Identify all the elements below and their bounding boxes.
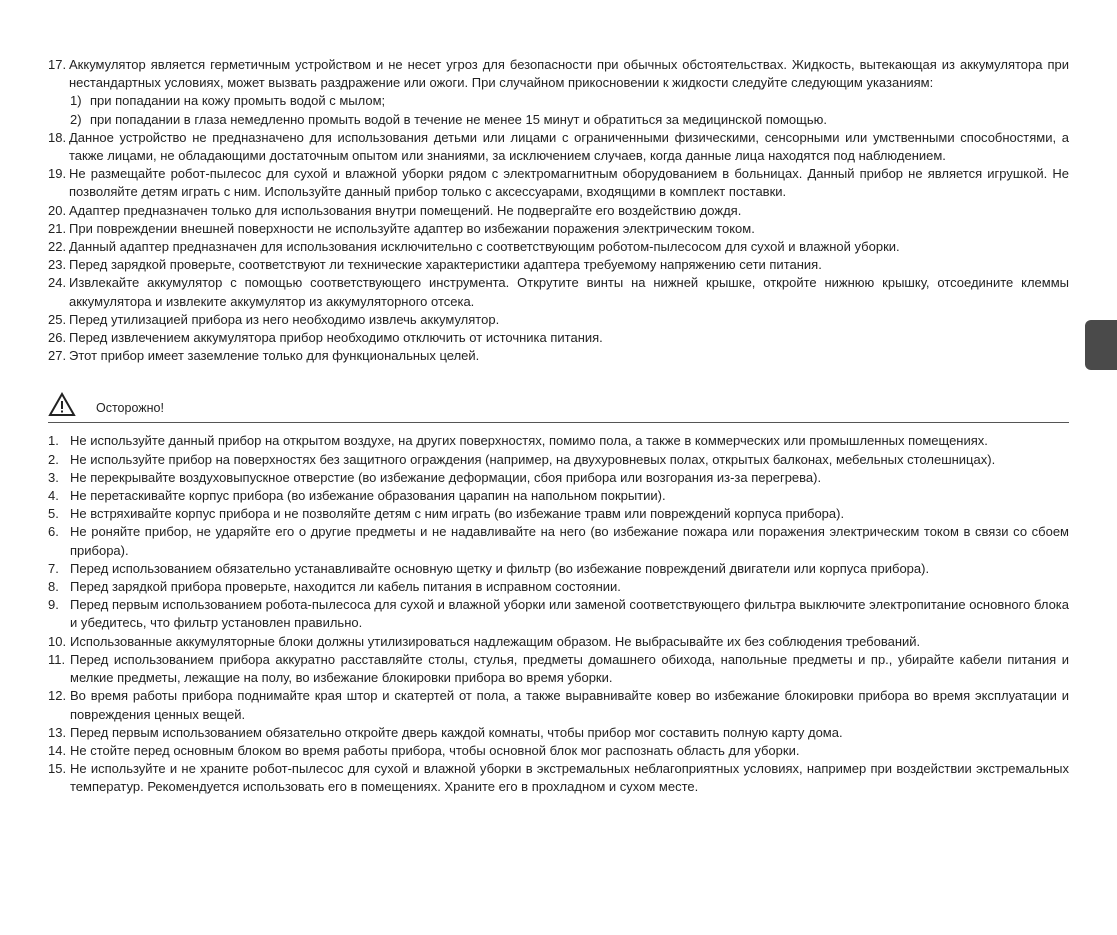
- item-text: Адаптер предназначен только для использования внутри помещений. Не подвергайте его воздействию дождя.: [69, 202, 742, 218]
- item-text: Данный адаптер предназначен для использования исключительно с соответствующим роботом-пылесосом для сухой и влажной уборки.: [69, 239, 900, 255]
- item-number: 12.: [48, 688, 67, 704]
- list-item: [48, 469, 1069, 487]
- list-item: [48, 238, 1069, 256]
- item-number: 7.: [48, 560, 59, 576]
- item-number: 8.: [48, 579, 59, 595]
- item-number: 13.: [48, 724, 67, 740]
- warning-triangle-icon: [48, 392, 76, 417]
- list-item: [48, 724, 1069, 742]
- item-text: Перед первым использованием робота-пылесоса для сухой и влажной уборки или заменой соответствующего фильтра выключите электропитание основного блока и убедитесь, что фильтр установлен правильно.: [70, 597, 1069, 631]
- item-number: 4.: [48, 488, 59, 504]
- item-text: Перед извлечением аккумулятора прибор необходимо отключить от источника питания.: [69, 330, 603, 346]
- item-text: Не встряхивайте корпус прибора и не позволяйте детям с ним играть (во избежание травм или повреждений корпуса прибора).: [70, 506, 845, 522]
- list-item: [48, 523, 1069, 559]
- list-item: [48, 220, 1069, 238]
- sub-item-text: при попадании в глаза немедленно промыть водой в течение не менее 15 минут и обратиться за медицинской помощью.: [90, 111, 827, 127]
- item-number: 2.: [48, 451, 59, 467]
- list-item: [48, 347, 1069, 365]
- item-number: 9.: [48, 597, 59, 613]
- item-text: При повреждении внешней поверхности не используйте адаптер во избежании поражения электрическим током.: [69, 220, 755, 236]
- item-number: 24.: [48, 275, 67, 291]
- item-text: Перед первым использованием обязательно откройте дверь каждой комнаты, чтобы прибор мог составить полную карту дома.: [70, 724, 843, 740]
- item-number: 3.: [48, 469, 59, 485]
- item-number: 14.: [48, 742, 67, 758]
- list-item: [48, 256, 1069, 274]
- list-item: [48, 578, 1069, 596]
- list-item: [48, 202, 1069, 220]
- list-item: [48, 505, 1069, 523]
- list-item: [48, 432, 1069, 450]
- item-text: Аккумулятор является герметичным устройством и не несет угроз для безопасности при обычных обстоятельствах. Жидкость, вытекающая из аккумулятора при нестандартных условиях, может вызвать раздражение или ожоги. При случайном прикосновении к жидкости следуйте следующим указаниям:: [69, 57, 1069, 91]
- list-item: [48, 165, 1069, 201]
- item-text: Перед зарядкой прибора проверьте, находится ли кабель питания в исправном состоянии.: [70, 579, 621, 595]
- item-number: 19.: [48, 166, 67, 182]
- item-number: 15.: [48, 761, 67, 777]
- caution-list: [48, 432, 1069, 796]
- safety-list: [48, 56, 1069, 365]
- list-item: [48, 56, 1069, 92]
- item-text: Использованные аккумуляторные блоки должны утилизироваться надлежащим образом. Не выбрасывайте их без соблюдения требований.: [70, 633, 921, 649]
- caution-title: Осторожно!: [96, 401, 164, 416]
- item-text: Этот прибор имеет заземление только для функциональных целей.: [69, 348, 480, 364]
- item-text: Перед зарядкой проверьте, соответствуют ли технические характеристики адаптера требуемому напряжению сети питания.: [69, 257, 822, 273]
- list-item: [48, 329, 1069, 347]
- sub-item-number: 2): [70, 111, 82, 127]
- item-text: Не перекрывайте воздуховыпускное отверстие (во избежание деформации, сбоя прибора или возгорания из-за перегрева).: [70, 469, 822, 485]
- item-number: 6.: [48, 524, 59, 540]
- item-text: Не используйте прибор на поверхностях без защитного ограждения (например, на двухуровневых полах, открытых балконах, мебельных столешницах).: [70, 451, 996, 467]
- item-number: 5.: [48, 506, 59, 522]
- item-number: 17.: [48, 57, 67, 72]
- sub-item-text: при попадании на кожу промыть водой с мылом;: [90, 93, 386, 109]
- item-text: Не перетаскивайте корпус прибора (во избежание образования царапин на напольном покрытии).: [70, 488, 666, 504]
- item-number: 18.: [48, 129, 67, 145]
- item-number: 22.: [48, 239, 67, 255]
- sub-item-number: 1): [70, 93, 82, 109]
- list-item: [48, 687, 1069, 723]
- item-number: 20.: [48, 202, 67, 218]
- list-item: [48, 633, 1069, 651]
- list-item: [48, 560, 1069, 578]
- manual-page: [48, 56, 1069, 797]
- item-text: Не используйте данный прибор на открытом воздухе, на других поверхностях, помимо пола, а также в коммерческих или промышленных помещениях.: [70, 433, 988, 449]
- list-item: [48, 596, 1069, 632]
- list-item: [48, 742, 1069, 760]
- item-text: Не роняйте прибор, не ударяйте его о другие предметы и не надавливайте на него (во избежание пожара или поражения электрическим током в связи со сбоем прибора).: [70, 524, 1069, 558]
- item-text: Не стойте перед основным блоком во время работы прибора, чтобы основной блок мог распознать область для уборки.: [70, 742, 800, 758]
- caution-header: [48, 392, 1069, 423]
- sub-list-item: [48, 92, 1069, 110]
- item-number: 27.: [48, 348, 67, 364]
- item-number: 21.: [48, 220, 67, 236]
- list-item: [48, 487, 1069, 505]
- item-number: 1.: [48, 433, 59, 449]
- list-item: [48, 651, 1069, 687]
- item-text: Перед использованием прибора аккуратно расставляйте столы, стулья, предметы домашнего обихода, напольные предметы и пр., убирайте кабели питания и мелкие предметы, лежащие на полу, во избежание блокировки прибора во время уборки.: [70, 651, 1069, 686]
- item-text: Перед использованием обязательно устанавливайте основную щетку и фильтр (во избежание повреждений двигатели или корпуса прибора).: [70, 560, 930, 576]
- item-text: Не используйте и не храните робот-пылесос для сухой и влажной уборки в экстремальных неблагоприятных условиях, например при воздействии экстремальных температур. Рекомендуется использовать его в помещениях. Храните его в прохладном и сухом месте.: [70, 761, 1069, 795]
- list-item: [48, 760, 1069, 796]
- item-text: Во время работы прибора поднимайте края штор и скатертей от пола, а также выравнивайте ковер во избежание блокировки прибора во время эксплуатации и повреждения ценных вещей.: [70, 688, 1069, 722]
- list-item: [48, 451, 1069, 469]
- item-number: 25.: [48, 311, 67, 327]
- list-item: [48, 311, 1069, 329]
- item-text: Извлекайте аккумулятор с помощью соответствующего инструмента. Открутите винты на нижней крышке, откройте нижнюю крышку, отсоедините клеммы аккумулятора и извлеките аккумулятор из аккумуляторного отсека.: [69, 275, 1069, 309]
- item-number: 11.: [48, 651, 66, 667]
- item-number: 10.: [48, 633, 67, 649]
- item-text: Не размещайте робот-пылесос для сухой и влажной уборки рядом с электромагнитным оборудованием в больницах. Данный прибор не является игрушкой. Не позволяйте детям играть с ним. Используйте данный прибор только с аксессуарами, входящими в комплект поставки.: [69, 166, 1069, 200]
- section-tab-marker: [1085, 320, 1117, 370]
- item-text: Данное устройство не предназначено для использования детьми или лицами с ограниченными физическими, сенсорными или умственными способностями, а также лицами, не обладающими достаточным опытом или знаниями, за исключением случаев, когда данные лица находятся под наблюдением.: [69, 129, 1069, 164]
- list-item: [48, 129, 1069, 165]
- item-number: 23.: [48, 257, 67, 273]
- item-number: 26.: [48, 330, 67, 346]
- sub-list-item: [48, 111, 1069, 129]
- list-item: [48, 274, 1069, 310]
- item-text: Перед утилизацией прибора из него необходимо извлечь аккумулятор.: [69, 311, 500, 327]
